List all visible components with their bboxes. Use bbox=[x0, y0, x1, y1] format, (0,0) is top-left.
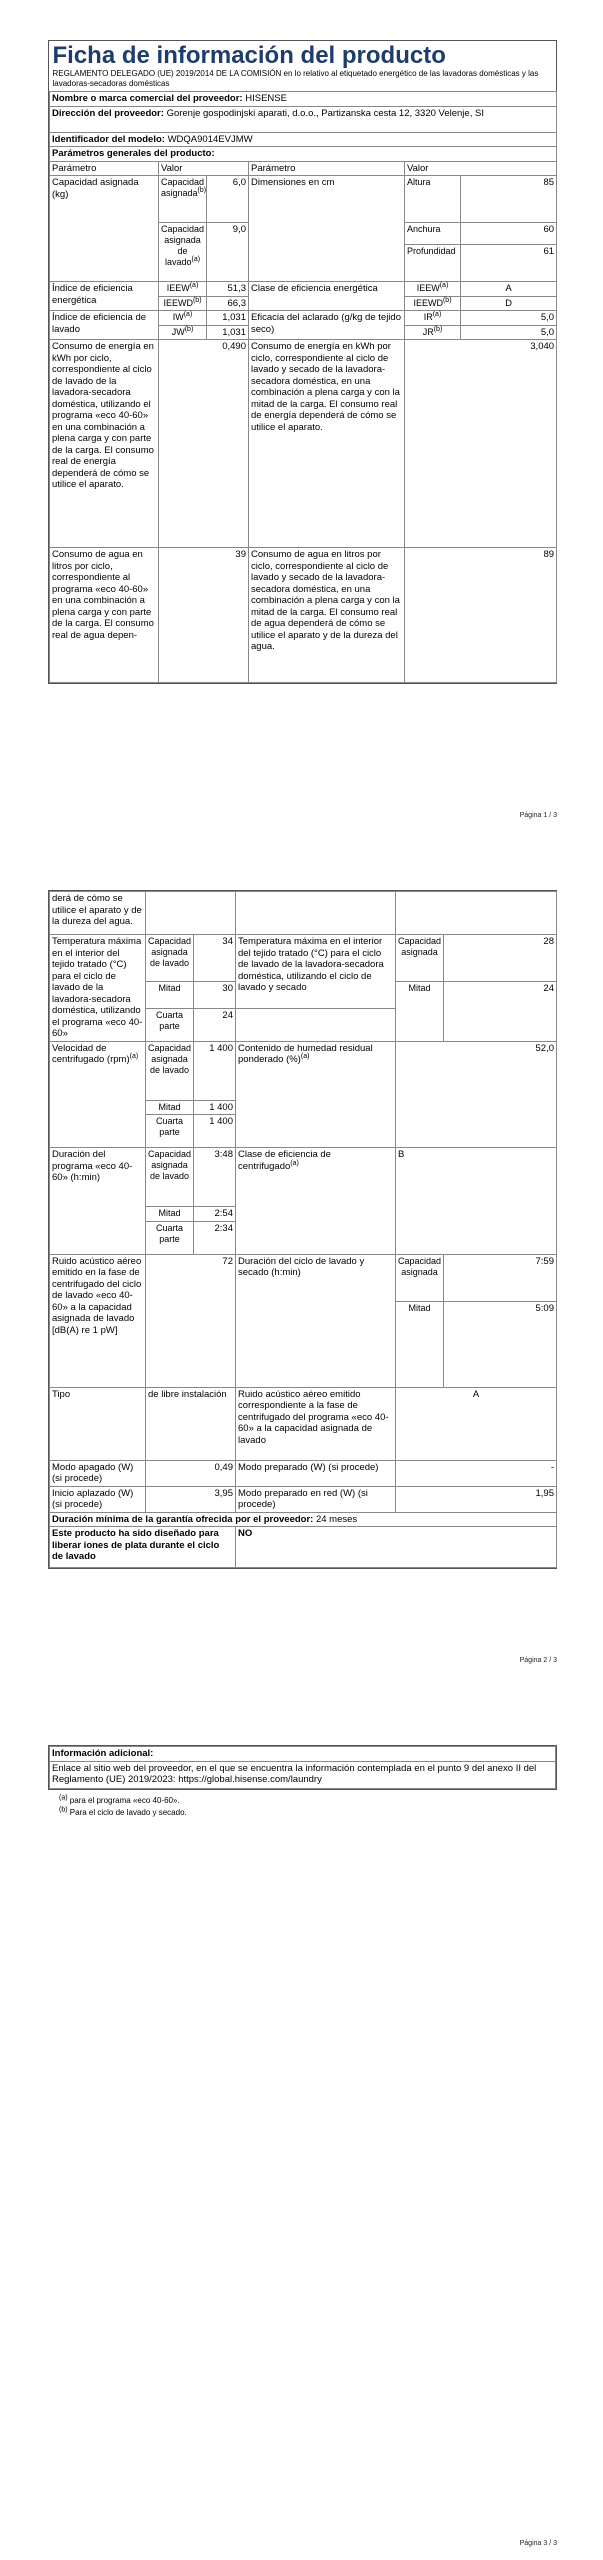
dur-rated-sub: Capacidad asignada de lavado bbox=[146, 1148, 194, 1207]
spin-half-sub: Mitad bbox=[146, 1100, 194, 1115]
page-number-1: Página 1 / 3 bbox=[519, 812, 557, 819]
moisture-value: 52,0 bbox=[396, 1041, 557, 1148]
additional-info-header: Información adicional: bbox=[50, 1747, 556, 1762]
temp-wd-half-sub: Mitad bbox=[396, 982, 444, 1042]
brand-row bbox=[50, 92, 557, 107]
additional-info-table bbox=[49, 1746, 556, 1789]
network-standby-value: 1,95 bbox=[396, 1486, 557, 1512]
duration-label: Duración del programa «eco 40-60» (h:min) bbox=[50, 1148, 146, 1255]
footnote-b: (b) Para el ciclo de lavado y secado. bbox=[59, 1806, 187, 1817]
spin-label: Velocidad de centrifugado (rpm)$^{(a)}$ bbox=[50, 1041, 146, 1148]
brand-label: Nombre o marca comercial del proveedor: bbox=[52, 93, 243, 104]
eeclass-label: Clase de eficiencia energética bbox=[249, 282, 405, 311]
delay-start-label: Inicio aplazado (W) (si procede) bbox=[50, 1486, 146, 1512]
model-row bbox=[50, 132, 557, 147]
water-wd-value: 89 bbox=[405, 548, 557, 683]
width-value: 60 bbox=[461, 223, 557, 245]
additional-info-box bbox=[48, 1745, 557, 1790]
page-3 bbox=[0, 1745, 603, 2560]
moisture-label: Contenido de humedad residual ponderado (%)$^{(a)}$ bbox=[236, 1041, 396, 1148]
jr-sub: JR$^{(b)}$ bbox=[405, 325, 461, 340]
eei-w-sub: IEEW$^{(a)}$ bbox=[159, 282, 207, 297]
page-number-3: Página 3 / 3 bbox=[519, 2540, 557, 2547]
delay-start-value: 3,95 bbox=[146, 1486, 236, 1512]
cap-dry-sub: Capacidad asignada de lavado$^{(a)}$ bbox=[159, 223, 207, 282]
temp-w-half-sub: Mitad bbox=[146, 982, 194, 1009]
col-param-left: Parámetro bbox=[50, 161, 159, 176]
noise-class-label: Ruido acústico aéreo emitido correspondiente a la fase de centrifugado del programa «eco 40-60» a la capacidad asignada de lavado bbox=[236, 1387, 396, 1460]
wd-dur-half-value: 5:09 bbox=[444, 1301, 557, 1387]
off-mode-label: Modo apagado (W) (si procede) bbox=[50, 1460, 146, 1486]
model-label: Identificador del modelo: bbox=[52, 133, 165, 145]
water-w-value: 39 bbox=[159, 548, 249, 683]
spin-rated-sub: Capacidad asignada de lavado bbox=[146, 1041, 194, 1100]
empty-cell bbox=[236, 892, 396, 935]
eeclass-wd-sub: IEEWD$^{(b)}$ bbox=[405, 296, 461, 311]
eeclass-w-sub: IEEW$^{(a)}$ bbox=[405, 282, 461, 297]
product-info-table-2 bbox=[49, 891, 557, 1568]
silver-label: Este producto ha sido diseñado para liberar iones de plata durante el ciclo de lavado bbox=[50, 1527, 236, 1568]
spinclass-label: Clase de eficiencia de centrifugado$^{(a)}$ bbox=[236, 1148, 396, 1255]
water-wd-label: Consumo de agua en litros por ciclo, correspondiente al ciclo de lavado y secado de la lavadora-secadora doméstica, en una combinación a plena carga y con la mitad de la carga. El consumo real de agua dependerá de cómo se utilice el aparato y de la dureza del agua. bbox=[249, 548, 405, 683]
silver-value: NO bbox=[236, 1527, 557, 1568]
water-w-label-cont: derá de cómo se utilice el aparato y de la dureza del agua. bbox=[50, 892, 146, 935]
eei-w-value: 51,3 bbox=[207, 282, 249, 297]
ir-sub: IR$^{(a)}$ bbox=[405, 311, 461, 326]
dur-half-sub: Mitad bbox=[146, 1207, 194, 1222]
temp-w-quarter-sub: Cuarta parte bbox=[146, 1008, 194, 1041]
water-w-label: Consumo de agua en litros por ciclo, correspondiente al programa «eco 40-60» en una combinación a plena carga y con parte de la carga. El consumo real de agua depen- bbox=[50, 548, 159, 683]
footnotes bbox=[56, 1795, 556, 1819]
eei-wd-sub: IEEWD$^{(b)}$ bbox=[159, 296, 207, 311]
product-info-table-1 bbox=[49, 41, 557, 683]
standby-label: Modo preparado (W) (si procede) bbox=[236, 1460, 396, 1486]
spin-quarter-value: 1 400 bbox=[194, 1115, 236, 1148]
type-value: de libre instalación bbox=[146, 1387, 236, 1460]
warranty-row bbox=[50, 1512, 557, 1527]
eeclass-wd-value: D bbox=[461, 296, 557, 311]
wd-dur-half-sub: Mitad bbox=[396, 1301, 444, 1387]
regulation-text: REGLAMENTO DELEGADO (UE) 2019/2014 DE LA COMISIÓN en lo relativo al etiquetado energético de las lavadoras domésticas y las lavadoras-secadoras domésticas bbox=[52, 69, 539, 88]
wash-index-label: Índice de eficiencia de lavado bbox=[50, 311, 159, 340]
empty-cell bbox=[236, 1008, 396, 1041]
dur-half-value: 2:54 bbox=[194, 1207, 236, 1222]
address-row bbox=[50, 106, 557, 132]
spin-half-value: 1 400 bbox=[194, 1100, 236, 1115]
model-value: WDQA9014EVJMW bbox=[167, 133, 253, 145]
address-value: Gorenje gospodinjski aparati, d.o.o., Partizanska cesta 12, 3320 Velenje, SI bbox=[166, 107, 484, 119]
page-1 bbox=[0, 0, 603, 840]
cap-dry-value: 9,0 bbox=[207, 223, 249, 282]
temp-w-rated-value: 34 bbox=[194, 935, 236, 982]
temp-w-label: Temperatura máxima en el interior del tejido tratado (°C) para el ciclo de lavado de la lavadora-secadora doméstica, utilizando el programa «eco 40-60» bbox=[50, 935, 146, 1042]
spin-quarter-sub: Cuarta parte bbox=[146, 1115, 194, 1148]
warranty-value: 24 meses bbox=[315, 1513, 358, 1525]
energy-wd-value: 3,040 bbox=[405, 340, 557, 548]
noise-class-value: A bbox=[396, 1387, 557, 1460]
temp-wd-rated-value: 28 bbox=[444, 935, 557, 982]
jw-value: 1,031 bbox=[207, 325, 249, 340]
product-info-sheet-part-2 bbox=[48, 890, 557, 1569]
brand-value: HISENSE bbox=[245, 93, 287, 104]
energy-wd-label: Consumo de energía en kWh por ciclo, correspondiente al ciclo de lavado y secado de la lavadora-secadora doméstica, en una combinación a plena carga y con la mitad de la carga. El consumo real de energía dependerá de cómo se utilice el aparato. bbox=[249, 340, 405, 548]
iw-value: 1,031 bbox=[207, 311, 249, 326]
depth-sub: Profundidad bbox=[405, 245, 461, 282]
energy-w-label: Consumo de energía en kWh por ciclo, correspondiente al ciclo de lavado de la lavadora-secadora doméstica, utilizando el programa «eco 40-60» en una combinación a plena carga y con parte de la carga. El consumo real de energía dependerá de cómo se utilice el aparato. bbox=[50, 340, 159, 548]
height-sub: Altura bbox=[405, 176, 461, 223]
energy-w-value: 0,490 bbox=[159, 340, 249, 548]
temp-w-half-value: 30 bbox=[194, 982, 236, 1009]
off-mode-value: 0,49 bbox=[146, 1460, 236, 1486]
temp-w-rated-sub: Capacidad asignada de lavado bbox=[146, 935, 194, 982]
height-value: 85 bbox=[461, 176, 557, 223]
capacity-label: Capacidad asignada (kg) bbox=[50, 176, 159, 282]
temp-wd-half-value: 24 bbox=[444, 982, 557, 1042]
standby-value: - bbox=[396, 1460, 557, 1486]
ir-value: 5,0 bbox=[461, 311, 557, 326]
wd-dur-rated-value: 7:59 bbox=[444, 1254, 557, 1301]
wd-duration-label: Duración del ciclo de lavado y secado (h:min) bbox=[236, 1254, 396, 1387]
eei-wd-value: 66,3 bbox=[207, 296, 249, 311]
params-header: Parámetros generales del producto: bbox=[50, 147, 557, 162]
col-value-left: Valor bbox=[159, 161, 249, 176]
col-param-right: Parámetro bbox=[249, 161, 405, 176]
spinclass-value: B bbox=[396, 1148, 557, 1255]
dur-rated-value: 3:48 bbox=[194, 1148, 236, 1207]
temp-wd-label: Temperatura máxima en el interior del tejido tratado (°C) para el ciclo de lavado de la lavadora-secadora doméstica, utilizando el ciclo de lavado y secado bbox=[236, 935, 396, 1009]
jw-sub: JW$^{(b)}$ bbox=[159, 325, 207, 340]
temp-wd-rated-sub: Capacidad asignada bbox=[396, 935, 444, 982]
dur-quarter-sub: Cuarta parte bbox=[146, 1221, 194, 1254]
iw-sub: IW$^{(a)}$ bbox=[159, 311, 207, 326]
page-title: Ficha de información del producto bbox=[52, 42, 446, 69]
eei-label: Índice de eficiencia energética bbox=[50, 282, 159, 311]
noise-value: 72 bbox=[146, 1254, 236, 1387]
cap-wash-sub: Capacidad asignada$^{(b)}$ bbox=[159, 176, 207, 223]
noise-label: Ruido acústico aéreo emitido en la fase de centrifugado del ciclo de lavado «eco 40-60» a la capacidad asignada de lavado [dB(A) re 1 pW] bbox=[50, 1254, 146, 1387]
width-sub: Anchura bbox=[405, 223, 461, 245]
rinse-label: Eficacia del aclarado (g/kg de tejido seco) bbox=[249, 311, 405, 340]
jr-value: 5,0 bbox=[461, 325, 557, 340]
col-value-right: Valor bbox=[405, 161, 557, 176]
wd-dur-rated-sub: Capacidad asignada bbox=[396, 1254, 444, 1301]
additional-info-text: Enlace al sitio web del proveedor, en el que se encuentra la información contemplada en el punto 9 del anexo II del Reglamento (UE) 2019/2023: https://global.hisense.com/laundry bbox=[50, 1761, 556, 1788]
cap-wash-value: 6,0 bbox=[207, 176, 249, 223]
empty-cell bbox=[396, 892, 557, 935]
eeclass-w-value: A bbox=[461, 282, 557, 297]
warranty-label: Duración mínima de la garantía ofrecida por el proveedor: bbox=[52, 1513, 314, 1525]
page-2 bbox=[0, 890, 603, 1680]
type-label: Tipo bbox=[50, 1387, 146, 1460]
dimensions-label: Dimensiones en cm bbox=[249, 176, 405, 282]
depth-value: 61 bbox=[461, 245, 557, 282]
page-number-2: Página 2 / 3 bbox=[519, 1657, 557, 1664]
spin-rated-value: 1 400 bbox=[194, 1041, 236, 1100]
dur-quarter-value: 2:34 bbox=[194, 1221, 236, 1254]
product-info-sheet-part-1 bbox=[48, 40, 557, 684]
footnote-a: (a) para el programa «eco 40-60». bbox=[59, 1794, 180, 1805]
address-label: Dirección del proveedor: bbox=[52, 107, 164, 119]
network-standby-label: Modo preparado en red (W) (si procede) bbox=[236, 1486, 396, 1512]
empty-cell bbox=[146, 892, 236, 935]
temp-w-quarter-value: 24 bbox=[194, 1008, 236, 1041]
